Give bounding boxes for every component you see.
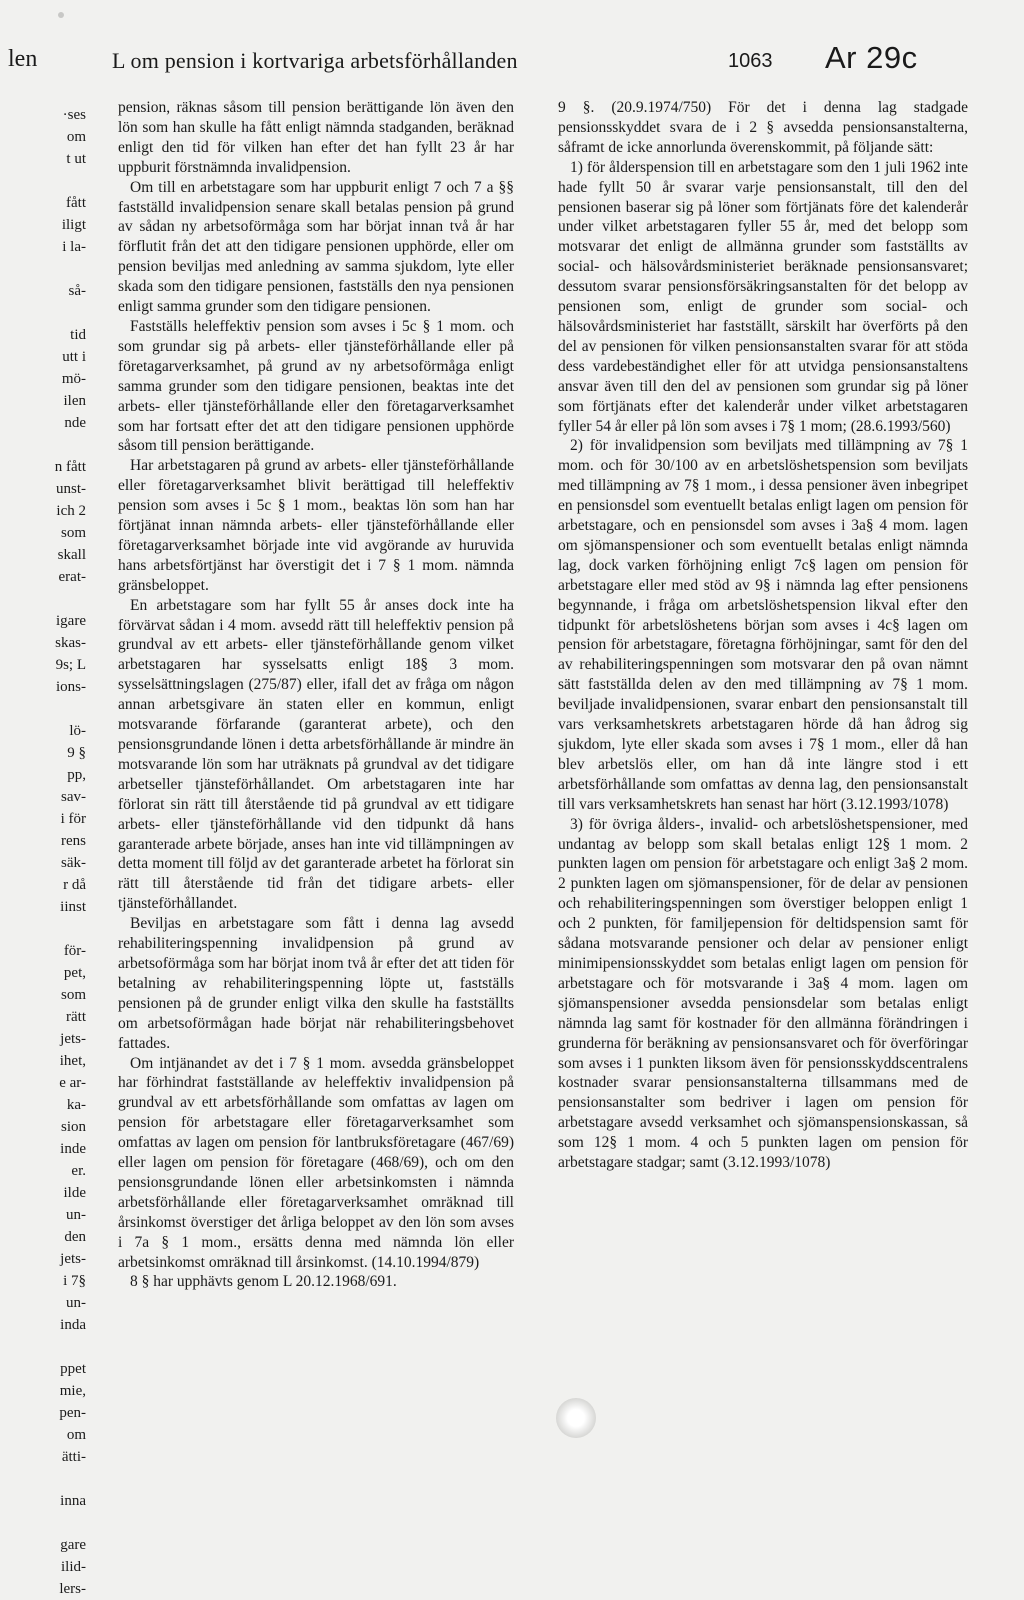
- margin-fragment: om: [66, 129, 86, 145]
- margin-fragment: i la-: [62, 239, 86, 255]
- margin-fragment: [0, 258, 100, 280]
- paragraph: Beviljas en arbetstagare som fått i denna lag avsedd rehabiliteringspenning invalidpension på grund av arbetsoförmåga som har börjat inom två år efter det att tiden för betalning av rehabiliteringspenning löpte ut, fastställs pensionen på de grunder enligt vilka den skulle ha fastställts om arbetsoförmågan hade börjat när rehabiliteringsbehovet fattades.: [118, 915, 514, 1052]
- margin-fragment: 9 §: [67, 745, 86, 761]
- previous-page-header-fragment: len: [8, 46, 38, 72]
- margin-fragment: [0, 302, 100, 324]
- margin-fragment: un-: [66, 1207, 86, 1223]
- margin-fragment: för-: [63, 943, 86, 959]
- margin-fragment: ätti-: [61, 1449, 86, 1465]
- margin-fragment: [0, 588, 100, 610]
- margin-fragment: inda: [60, 1317, 86, 1333]
- margin-fragment: n fått: [54, 459, 86, 475]
- margin-fragment: ·ses: [62, 107, 86, 123]
- margin-fragment: lers-: [59, 1581, 86, 1597]
- paragraph: 2) för invalidpension som beviljats med tillämpning av 7§ 1 mom. och för 30/100 av en arbetslöshetspension som beviljats med tillämpning av 7§ 1 mom., i dessa pensioner även inbegripet en pensionsdel som eventuellt betalas enligt lagen om pension för arbetstagare, och en pensionsdel som avses i 3a§ 4 mom. lagen om sjömanspensioner och som eventuellt betalas enligt nämnda lag, dock varken förhöjning enligt 7c§ lagen om pension för arbetstagare eller med stöd av 9§ i nämnda lag efter pensionens begynnande, i fråga om arbetslöshetspension likval efter den tidpunkt för arbetslöshetens början som avses i 4c§ lagen om pension för arbetstagare, företagna förhöjningar, samt för den del av rehabiliteringspenningen som motsvarar den på ovan nämnt sätt fastställda delen av den med tillämpning av 7§ 1 mom. beviljade invalidpensionen, svarar enbart den pensionsanstalt till vars verksamhetskrets arbetstagaren hörde då han ådrog sig sjukdom, lyte eller skada som avses i 7§ 1 mom., eller då han blev arbetslös eller, om han då inte längre stod i ett arbetsförhållande som omfattas av denna lag, den pensionsanstalt till vars verksamhetskrets han senast har hört (3.12.1993/1078): [558, 437, 968, 813]
- margin-fragment: rätt: [66, 1009, 86, 1025]
- running-title: L om pension i kortvariga arbetsförhållanden: [112, 48, 518, 73]
- page-number: 1063: [728, 50, 773, 72]
- margin-fragment: r då: [63, 877, 86, 893]
- margin-fragment: [0, 918, 100, 940]
- paragraph: Har arbetstagaren på grund av arbets- eller tjänsteförhållande eller företagarverksamhet blivit berättigad till heleffektiv pension som avses i 5c § 1 mom., beaktas lön som han har förtjänat innan nämnda arbets- eller tjänsteförhållande eller företagarverksamhet började inte vid avgörande av huruvida hans arbetsförtjänst har överstigit det i 7 § 1 mom. nämnda gränsbeloppet.: [118, 457, 514, 594]
- right-text-column: [558, 98, 968, 1173]
- margin-fragment: iinst: [60, 899, 86, 915]
- binding-punch-mark: [556, 1398, 596, 1438]
- margin-fragment: sion: [60, 1119, 86, 1135]
- margin-fragment: om: [66, 1427, 86, 1443]
- paragraph: 9 §. (20.9.1974/750) För det i denna lag stadgade pensionsskyddet svara de i 2 § avsedda pensionsanstalterna, såframt de icke annorlunda överenskommit, på följande sätt:: [558, 99, 968, 156]
- paragraph: Om till en arbetstagare som har uppburit enligt 7 och 7 a §§ fastställd invalidpension senare skall betalas pension på grund av sådan ny arbetsoförmåga som har börjat innan två år har förflutit från det att den tidigare pensionen upphörde, eller om pension beviljas med anledning av samma sjukdom, lyte eller skada som den tidigare pensionen, fastställs den nya pensionen enligt samma grunder som den tidigare pensionen.: [118, 178, 514, 316]
- paragraph: En arbetstagare som har fyllt 55 år anses dock inte ha förvärvat sådan i 4 mom. avsedd rätt till heleffektiv pension på grundval av ett arbets- eller tjänsteförhållande genom vilket arbetstagaren har sysselsatts enligt 18§ 3 mom. sysselsättningslagen (275/87) eller, ifall det av fråga om någon annan arbetsgivare än staten eller en kommun, enligt motsvarande förfarande (garanterat arbete), och den pensionsgrundande lönen i detta arbetsförhållande är mindre än motsvarande lön som har uträknats på grundval av det tidigare arbetseller tjänsteförhållandet. Om arbetstagaren inte har förlorat sin rätt till återstående tid på grundval av ett tidigare arbets- eller tjänsteförhållande vid den tidpunkt då hans garanterade arbete började, anses han inte vid tillämpningen av detta moment till följd av det garanterade arbetet ha förlorat sin rätt till återstående tid från det tidigare arbets- eller tjänsteförhållandet.: [118, 596, 514, 913]
- margin-fragment: iligt: [61, 217, 86, 233]
- margin-fragment: fått: [66, 195, 86, 211]
- margin-fragment: så-: [68, 283, 86, 299]
- margin-fragment: tid: [70, 327, 86, 343]
- margin-fragment: ich 2: [56, 503, 86, 519]
- margin-fragment: i för: [60, 811, 86, 827]
- margin-fragment: inna: [60, 1493, 86, 1509]
- paragraph: 1) för ålderspension till en arbetstagare som den 1 juli 1962 inte hade fyllt 50 år svarar varje pensionsanstalt, till den del pensionen baserar sig på löner som förtjänats före det kalenderår under vilket arbetstagaren fyller 55 år, med det belopp som motsvarar det enligt de allmänna grunder som fastställts av social- och hälsovårdsministeriet beräknade pensionsansvaret; dessutom svarar pensionsförsäkringsanstalten för det belopp av pensionen som, enligt de grunder som social- och hälsovårdsministeriet har fastställt, särskilt har överförts på den del av pensionen för vilken pensionsanstalten svarar för att stöda dess vardebeständighet eller för att utvidga pensionsanstaltens ansvar även till den del av pensionen som grundar sig på löner som förtjänats efter det kalenderår under vilket arbetstagaren fyller 54 år eller på lön som avses i 7§ 1 mom; (28.6.1993/560): [558, 158, 968, 435]
- margin-fragment: erat-: [58, 569, 86, 585]
- scan-speck: [58, 12, 64, 18]
- margin-fragment: pet,: [63, 965, 86, 981]
- margin-fragment: t ut: [66, 151, 86, 167]
- margin-fragment: rens: [61, 833, 86, 849]
- margin-fragment: ka-: [66, 1097, 86, 1113]
- margin-fragment: mö-: [61, 371, 86, 387]
- margin-fragment: ilid-: [61, 1559, 86, 1575]
- margin-fragment: pp,: [67, 767, 86, 783]
- left-text-column: [118, 98, 514, 1292]
- margin-fragment: ilen: [63, 393, 86, 409]
- margin-fragment: jets-: [60, 1251, 86, 1267]
- margin-fragment: i 7§: [63, 1273, 86, 1289]
- margin-fragment: [0, 1512, 100, 1534]
- margin-fragment: gare: [60, 1537, 86, 1553]
- section-label: Ar 29c: [825, 40, 918, 75]
- margin-fragment: ihet,: [59, 1053, 86, 1069]
- margin-fragment: ions-: [56, 679, 86, 695]
- margin-fragment: igare: [56, 613, 86, 629]
- paragraph: 3) för övriga ålders-, invalid- och arbetslöshetspensioner, med undantag av belopp som skall betalas enligt 12§ 1 mom. 2 punkten lagen om pension för arbetstagare och enligt 3a§ 2 mom. 2 punkten lagen om sjömanspensioner, för de delar av pensionen och rehabiliteringspenningen som överstiger beloppen enligt 1 och 2 punkten, för familjepension för deltidspension samt för sådana motsvarande pensioner och delar av pensioner enligt minimipensionsskyddet som betalas enligt lagen om pension för arbetstagare och för motsvarande i 3a§ 4 mom. lagen om sjömanspensioner avsedda pensionsdelar som betalas enligt nämnda lag samt för kostnader för den allmänna förändringen i grunderna för beräkning av pensionsansvaret och för överföringar som avses i 1 punkten liksom även för pensionsskyddscentralens kostnader svarar pensionsanstalterna tillsammans med de pensionsanstalter som bedriver i lagen om pension för arbetstagare avsedd verksamhet och sjömanspensionskassan, så som 12§ 1 mom. 4 och 5 punkten lagen om pension för arbetstagare stadgar; samt (3.12.1993/1078): [558, 815, 968, 1172]
- margin-fragment: e ar-: [59, 1075, 86, 1091]
- margin-fragment: un-: [66, 1295, 86, 1311]
- margin-fragment: ppet: [60, 1361, 86, 1377]
- margin-fragment: säk-: [61, 855, 86, 871]
- margin-fragment: 9s; L: [55, 657, 86, 673]
- margin-fragment: pen-: [59, 1405, 86, 1421]
- margin-fragment: [0, 170, 100, 192]
- margin-fragment: unst-: [56, 481, 86, 497]
- margin-fragment: [0, 434, 100, 456]
- paragraph: 8 § har upphävts genom L 20.12.1968/691.: [130, 1273, 397, 1291]
- margin-fragment: skall: [57, 547, 86, 563]
- margin-fragment: [0, 1336, 100, 1358]
- paragraph: pension, räknas såsom till pension berättigande lön även den lön som han skulle ha fått enligt nämnda stadganden, beräknad enligt den tid för vilken han efter det han fyllt 23 år har uppburit förstnämnda invalidpension.: [118, 99, 514, 176]
- adjacent-page-margin-text: [0, 104, 100, 1600]
- margin-fragment: mie,: [59, 1383, 86, 1399]
- paragraph: Fastställs heleffektiv pension som avses i 5c § 1 mom. och som grundar sig på arbets- eller tjänsteförhållande eller på företagarverksamhet, på grund av ny arbetsoförmåga enligt samma grunder som den tidigare pensionen, beaktas inte det arbets- eller tjänsteförhållande eller den företagarverksamhet som har fortsatt efter det att den tidigare pensionen upphörde såsom till pension berättigande.: [118, 317, 514, 455]
- margin-fragment: ilde: [63, 1185, 86, 1201]
- margin-fragment: som: [60, 525, 86, 541]
- margin-fragment: er.: [71, 1163, 86, 1179]
- margin-fragment: jets-: [60, 1031, 86, 1047]
- margin-fragment: lö-: [69, 723, 86, 739]
- margin-fragment: som: [60, 987, 86, 1003]
- margin-fragment: utt i: [62, 349, 86, 365]
- margin-fragment: [0, 1468, 100, 1490]
- margin-fragment: inde: [60, 1141, 86, 1157]
- margin-fragment: sav-: [61, 789, 86, 805]
- margin-fragment: skas-: [55, 635, 86, 651]
- margin-fragment: den: [64, 1229, 86, 1245]
- margin-fragment: [0, 698, 100, 720]
- paragraph: Om intjänandet av det i 7 § 1 mom. avsedda gränsbeloppet har förhindrat fastställande av heleffektiv invalidpension på grundval av ett arbetsförhållande som omfattas av lagen om pension för arbetstagare eller företagarverksamhet som omfattas av lagen om pension för lantbruksföretagare (467/69) eller lagen om pension för företagare (468/69), och om den pensionsgrundande lönen eller arbetsinkomsten i nämnda arbetsförhållande eller företagarverksamhet omräknad till årsinkomst överstiger det årliga beloppet av den lön som avses i 7a § 1 mom., ersätts denna med nämnda lön eller arbetsinkomst omräknad till årsinkomst. (14.10.1994/879): [118, 1054, 514, 1271]
- margin-fragment: nde: [64, 415, 86, 431]
